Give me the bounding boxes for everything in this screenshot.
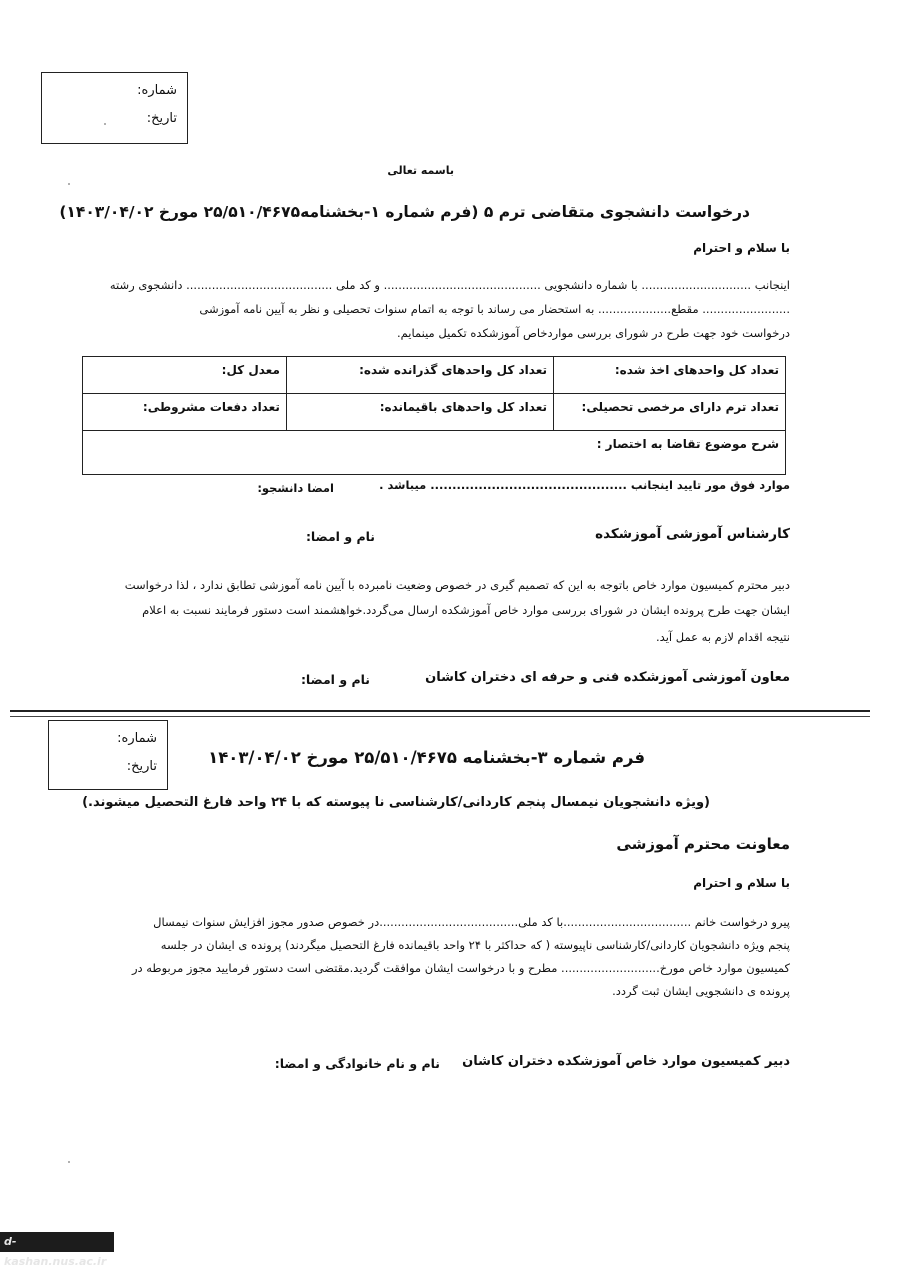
form1-title: درخواست دانشجوی متقاضی ترم ۵ (فرم شماره ۱-بخشنامه۲۵/۵۱۰/۴۶۷۵ مورخ ۱۴۰۳/۰۴/۰۲): [59, 203, 750, 221]
scan-speck: [68, 1161, 70, 1163]
leave-terms-cell: تعداد ترم دارای مرخصی تحصیلی:: [554, 394, 786, 431]
passed-units-cell: تعداد کل واحدهای گذرانده شده:: [286, 357, 553, 394]
form3-date-label: تاریخ:: [126, 759, 157, 774]
section-divider: [10, 710, 870, 712]
section-divider-thin: [10, 716, 870, 717]
form3-secretary-label: دبیر کمیسیون موارد خاص آموزشکده دختران کاشان: [462, 1054, 790, 1069]
secretary-line3: نتیجه اقدام لازم به عمل آید.: [656, 630, 790, 644]
expert-label: کارشناس آموزشی آموزشکده: [595, 526, 790, 542]
scan-speck: [104, 123, 106, 125]
secretary-line2: ایشان جهت طرح پرونده ایشان در شورای بررسی موارد خاص آموزشکده ارسال می‌گردد.خواهشمند است دستور فرمایند نسبت به اعلام: [142, 603, 790, 617]
form3-number-label: شماره:: [117, 731, 157, 746]
form3-body-line3: کمیسیون موارد خاص مورخ........................... مطرح و با درخواست ایشان موافقت گردید.مقتضی است دستور فرمایید مجوز مربوطه در: [131, 961, 790, 975]
form1-body-line1: اینجانب .............................. با شماره دانشجویی ........................................... و کد ملی ........................................ دانشجوی رشته: [109, 278, 790, 292]
secretary-line1: دبیر محترم کمیسیون موارد خاص باتوجه به این که تصمیم گیری در خصوص وضعیت نامبرده با آیین نامه آموزشی تطابق ندارد ، لذا درخواست: [124, 578, 790, 592]
form3-addressee: معاونت محترم آموزشی: [616, 835, 790, 853]
form1-body-line3: درخواست خود جهت طرح در شورای بررسی مواردخاص آموزشکده تکمیل مینمایم.: [396, 326, 790, 340]
basmala: باسمه تعالی: [387, 164, 454, 177]
form3-subtitle: (ویژه دانشجویان نیمسال پنجم کاردانی/کارشناسی نا پیوسته که با ۲۴ واحد فارغ التحصیل میشوند.): [82, 795, 710, 810]
student-info-table: [82, 356, 786, 475]
form3-title: فرم شماره ۳-بخشنامه ۲۵/۵۱۰/۴۶۷۵ مورخ ۱۴۰۳/۰۴/۰۲: [208, 748, 645, 767]
taken-units-cell: تعداد کل واحدهای اخذ شده:: [554, 357, 786, 394]
form1-greeting: با سلام و احترام: [693, 241, 790, 255]
deputy-name-sign-label: نام و امضا:: [300, 672, 370, 687]
deputy-label: معاون آموزشی آموزشکده فنی و حرفه ای دختران کاشان: [425, 670, 790, 685]
number-label: شماره:: [137, 83, 177, 98]
form3-body-line4: پرونده ی دانشجویی ایشان ثبت گردد.: [612, 984, 790, 998]
remaining-units-cell: تعداد کل واحدهای باقیمانده:: [286, 394, 553, 431]
scan-speck: [68, 183, 70, 185]
gpa-cell: معدل کل:: [83, 357, 287, 394]
number-date-box: [41, 72, 188, 144]
expert-name-sign-label: نام و امضا:: [305, 529, 375, 544]
form3-greeting: با سلام و احترام: [693, 876, 790, 890]
confirm-line: موارد فوق مور تایید اینجانب ............................................. میباشد .: [379, 478, 790, 492]
date-label: تاریخ:: [146, 111, 177, 126]
form1-body-line2: ........................ مقطع.................... به استحضار می رساند با توجه به اتمام سنوات تحصیلی و نظر به آیین نامه آموزشی: [199, 302, 790, 316]
form3-number-date-box: [48, 720, 168, 790]
form3-body-line2: پنجم ویژه دانشجویان کاردانی/کارشناسی ناپیوسته ( که حداکثر با ۲۴ واحد باقیمانده فارغ التحصیل میگردند) پرونده ی ایشان در جلسه: [160, 938, 790, 952]
request-summary-cell: شرح موضوع تقاضا به اختصار :: [83, 431, 786, 475]
form3-sign-label: نام و نام خانوادگی و امضا:: [274, 1056, 440, 1071]
site-watermark: d-kashan.nus.ac.ir: [0, 1232, 114, 1252]
form3-body-line1: پیرو درخواست خانم ...................................با کد ملی......................................در خصوص صدور مجوز افزایش سنوات نیمسال: [153, 915, 790, 929]
student-signature-label: امضا دانشجو:: [257, 481, 334, 495]
probation-count-cell: تعداد دفعات مشروطی:: [83, 394, 287, 431]
